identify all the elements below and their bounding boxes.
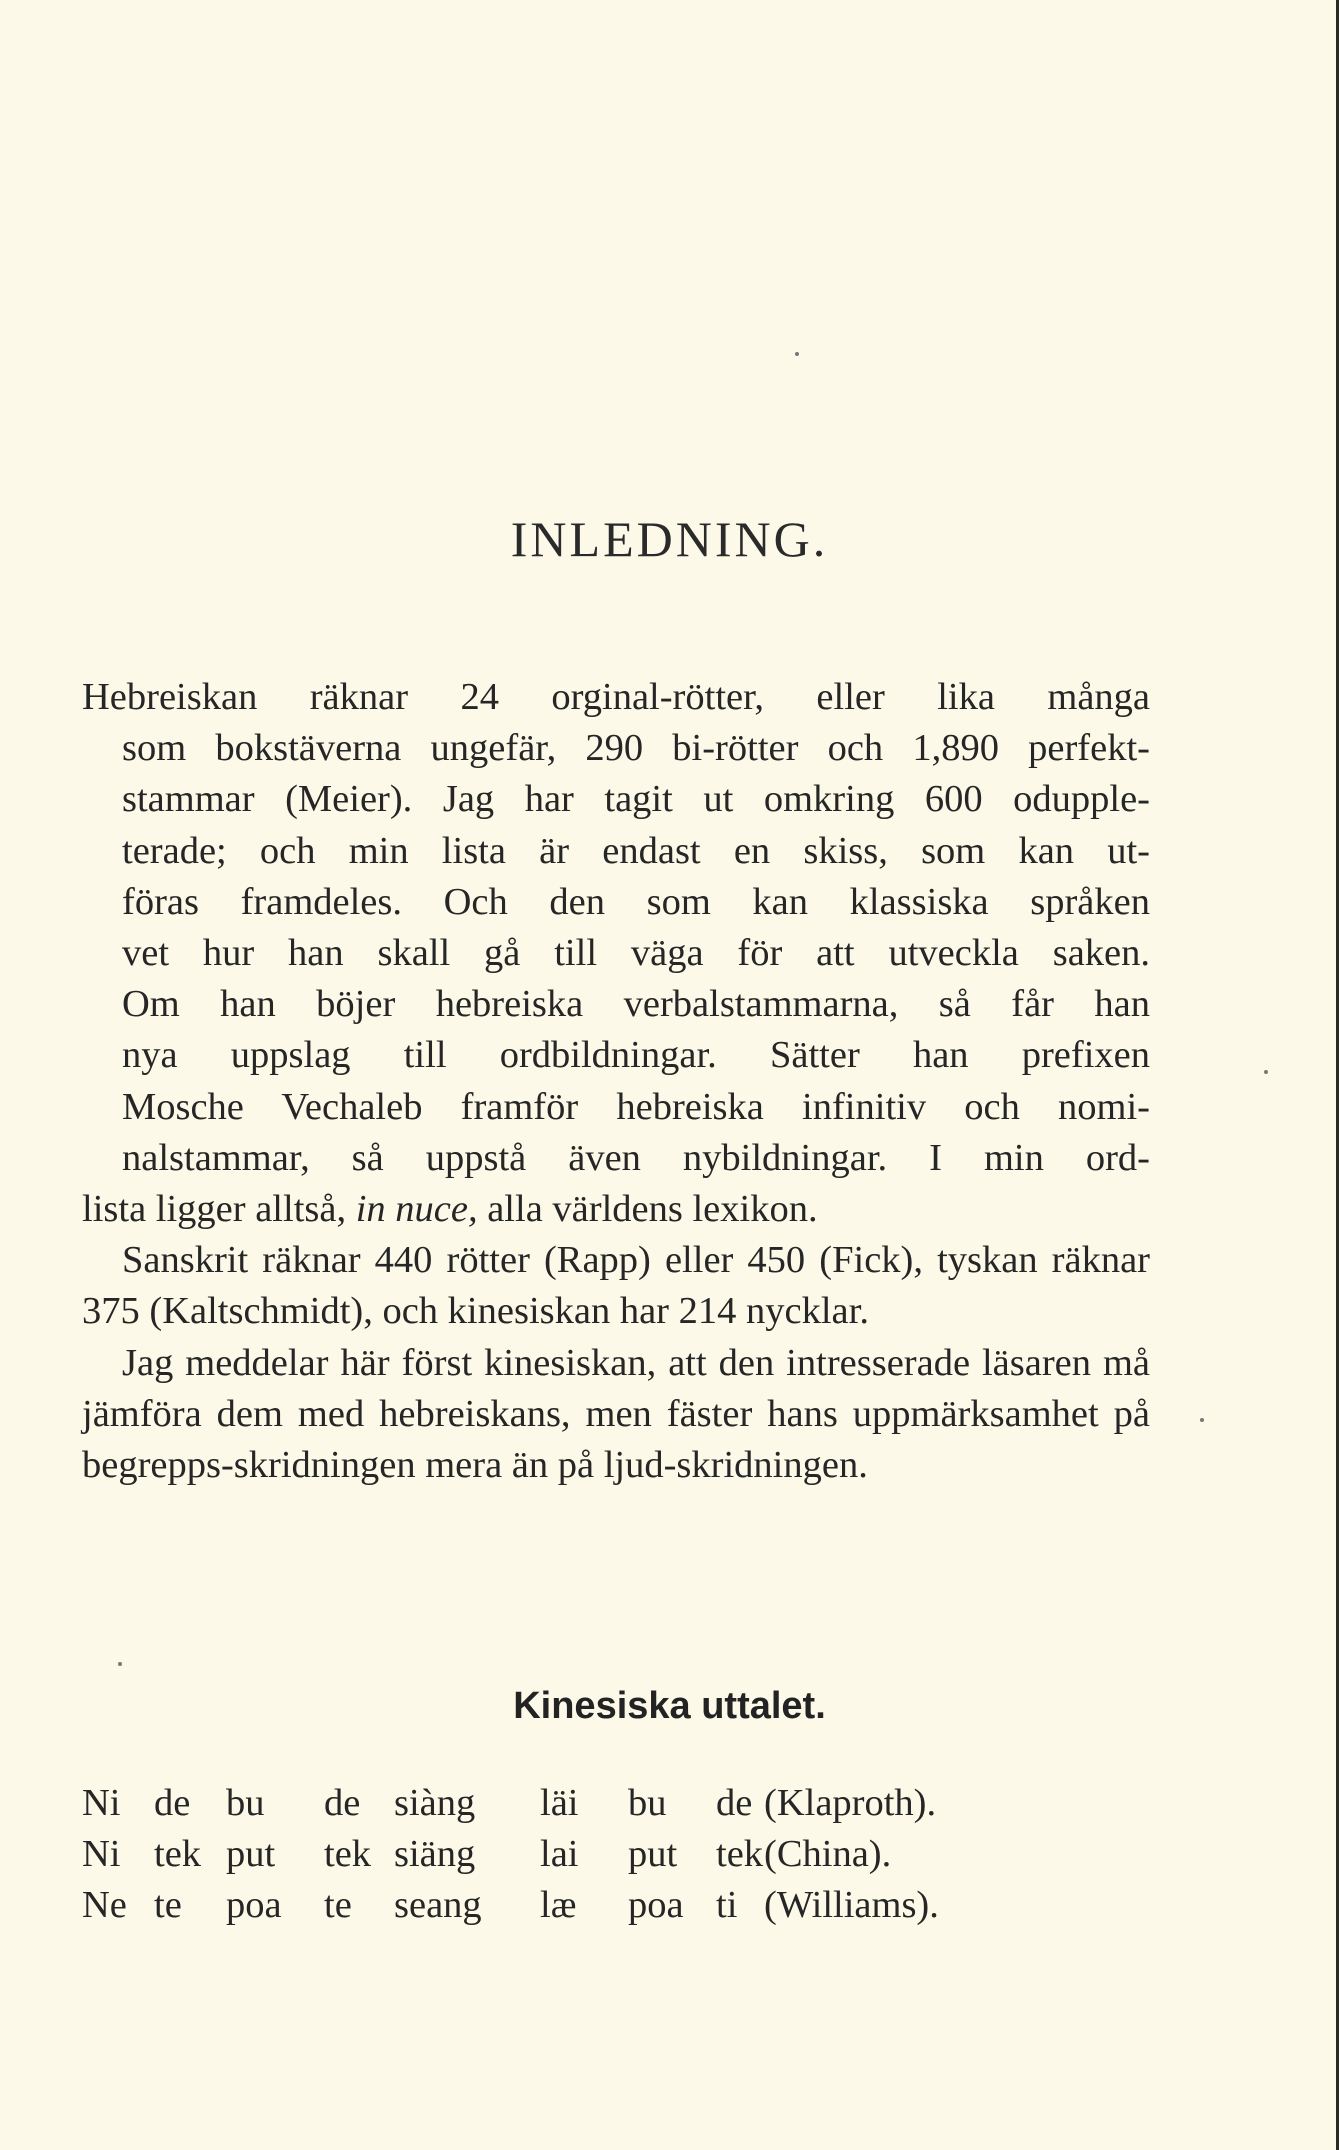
paper-speck [1200, 1418, 1204, 1422]
word: poa [628, 1884, 684, 1926]
word: bu [628, 1782, 667, 1824]
pronunciation-row [82, 1880, 939, 1931]
word: Ne [82, 1884, 127, 1926]
source: (China). [764, 1833, 892, 1875]
text-line: stammar (Meier). Jag har tagit ut omkring 600 odupple- [122, 778, 1150, 821]
word: seang [394, 1884, 482, 1926]
paper-speck [1264, 1070, 1268, 1074]
text-line-last [82, 1184, 1150, 1235]
word: lai [540, 1833, 579, 1875]
word: Ni [82, 1833, 121, 1875]
text-line: nya uppslag till ordbildningar. Sätter han prefixen [122, 1034, 1150, 1077]
paper-speck [118, 1662, 122, 1666]
page-title: INLEDNING. [510, 511, 829, 567]
text-line: vet hur han skall gå till väga för att utveckla saken. [122, 932, 1150, 975]
word: siàng [394, 1782, 476, 1824]
word: de [324, 1782, 361, 1824]
paragraph-2: Sanskrit räknar 440 rötter (Rapp) eller 450 (Fick), tyskan räknar 375 (Kaltschmidt), och kinesiskan har 214 nycklar. [82, 1239, 1150, 1333]
word: læ [540, 1884, 577, 1926]
word: te [154, 1884, 182, 1926]
text-run: lista ligger alltså, [82, 1188, 347, 1231]
word: bu [226, 1782, 265, 1824]
pronunciation-table [82, 1778, 939, 1931]
pronunciation-row [82, 1829, 939, 1880]
introduction-text [82, 672, 1150, 1491]
text-line: nalstammar, så uppstå även nybildningar. I min ord- [122, 1136, 1150, 1179]
italic-phrase: in nuce, [355, 1188, 478, 1231]
word: läi [540, 1782, 579, 1824]
word: de [716, 1782, 753, 1824]
source: (Williams). [764, 1884, 939, 1926]
word: put [226, 1833, 276, 1875]
word: te [324, 1884, 352, 1926]
word: tek [324, 1833, 372, 1875]
pronunciation-row [82, 1778, 939, 1829]
word: siäng [394, 1833, 476, 1875]
text-line: Mosche Vechaleb framför hebreiska infinitiv och nomi- [122, 1085, 1150, 1128]
text-line: Om han böjer hebreiska verbalstammarna, så får han [122, 983, 1150, 1026]
word: poa [226, 1884, 282, 1926]
source: (Klaproth). [764, 1782, 937, 1824]
word: tek [154, 1833, 202, 1875]
text-line: föras framdeles. Och den som kan klassiska språken [122, 880, 1150, 923]
text-run: alla världens lexikon. [487, 1188, 818, 1231]
text-line: Hebreiskan räknar 24 orginal-rötter, eller lika många [82, 676, 1150, 718]
paper-speck [795, 352, 799, 356]
word: de [154, 1782, 191, 1824]
section-heading: Kinesiska uttalet. [513, 1685, 826, 1727]
text-line: terade; och min lista är endast en skiss, som kan ut- [122, 829, 1150, 872]
paragraph-1 [82, 672, 1150, 1235]
word: Ni [82, 1782, 121, 1824]
text-line: som bokstäverna ungefär, 290 bi-rötter och 1,890 perfekt- [122, 727, 1150, 770]
word: ti [716, 1884, 738, 1926]
word: put [628, 1833, 678, 1875]
paragraph-3: Jag meddelar här först kinesiskan, att den intresserade läsaren må jämföra dem med hebreiskans, men fäster hans uppmärksamhet på begrepps-skridningen mera än på ljud-skridningen. [82, 1341, 1150, 1487]
word: tek [716, 1833, 764, 1875]
